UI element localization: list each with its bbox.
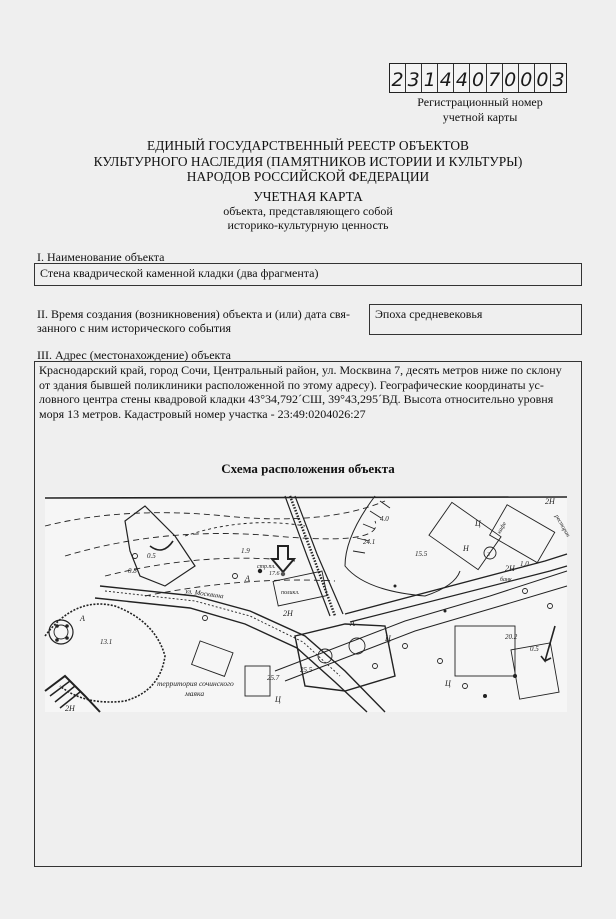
registration-number-box [389, 63, 567, 93]
section-name-value: Стена квадрической каменной кладки (два фрагмента) [40, 266, 319, 280]
reg-digit: 0 [503, 64, 519, 92]
map-label-lighthouse-2: маяка [185, 689, 205, 698]
roundabout [49, 620, 73, 644]
map-circles [133, 547, 553, 689]
map-label-height: 24.1 [363, 538, 376, 546]
registry-header-line2: КУЛЬТУРНОГО НАСЛЕДИЯ (ПАМЯТНИКОВ ИСТОРИИ И КУЛЬТУРЫ) [93, 153, 523, 169]
building [192, 641, 233, 676]
section-time-label-line2: занного с ним исторического события [37, 321, 232, 335]
map-label-height: 20.2 [505, 633, 518, 641]
map-label-building: Н [463, 544, 469, 553]
map-label-height: 13.1 [100, 638, 113, 646]
map-label-building: А [245, 574, 250, 583]
address-line2: от здания бывшей поликлиники расположенной по этому адресу). Географические координаты ус- [39, 377, 544, 392]
map-label-building: Ц [445, 679, 451, 688]
road-edge [285, 496, 330, 616]
road-edge [285, 586, 567, 681]
map-label-building: А [350, 619, 355, 628]
section-time-value: Эпоха средневековья [375, 307, 483, 321]
card-header [40, 190, 576, 232]
road-edge [345, 554, 567, 614]
map-label-height: 17.6 [269, 571, 280, 577]
road-edge [295, 496, 343, 614]
map-label-building: 2Н [65, 704, 75, 713]
road-hatching [290, 496, 335, 616]
map-label-height: 0.5 [147, 552, 156, 560]
contour-line [45, 501, 385, 526]
registration-caption-line2: учетной карты [442, 110, 518, 124]
reg-digit: 1 [422, 64, 438, 92]
map-drawing [45, 496, 571, 713]
reg-digit: 3 [552, 69, 565, 91]
card-title: УЧЕТНАЯ КАРТА [253, 189, 363, 204]
reg-digit: 0 [535, 64, 551, 92]
dome [349, 638, 365, 654]
map-label-building: Ц [275, 695, 281, 704]
address-line3: ловного центра стены квадровой кладки 43°34,792´СШ, 39°43,295´ВД. Высота относительно уровня [39, 392, 554, 406]
card-subtitle-line2: историко-культурную ценность [227, 218, 389, 232]
location-map [45, 496, 571, 713]
section-time-box [369, 304, 582, 335]
map-label-height: 4.0 [380, 515, 389, 523]
hill-contour [45, 604, 165, 702]
map-label-cafe: кафе [496, 521, 509, 535]
dome [318, 649, 332, 663]
map-label-building: 3 [487, 552, 490, 558]
section-time-label-line1: II. Время создания (возникновения) объекта и (или) дата свя- [37, 307, 350, 321]
map-label-lighthouse-1: территория сочинского [157, 679, 234, 688]
parcel-arc [150, 541, 173, 550]
map-label-building: 2Н [545, 497, 555, 506]
registration-caption [380, 95, 580, 125]
map-label-height: 25.5 [300, 666, 313, 674]
map-label-height: 0.5 [530, 645, 539, 653]
reg-digit: 7 [487, 64, 503, 92]
registration-caption-line1: Регистрационный номер [417, 95, 543, 109]
slope-edge [345, 496, 460, 596]
map-label-building: 2Н [505, 564, 515, 573]
map-label-building: 2Н [283, 609, 293, 618]
map-label-bank: банк [500, 577, 512, 583]
section-name-box [34, 263, 582, 286]
reg-digit: 4 [438, 64, 454, 92]
map-label-height: 1.9 [241, 547, 250, 555]
reg-digit: 4 [454, 64, 470, 92]
map-label-street: ул. Москвина [184, 587, 225, 601]
building [429, 502, 501, 569]
address-line4: моря 13 метров. Кадастровый номер участка - 23:49:0204026:27 [39, 406, 366, 421]
street-edge [100, 586, 385, 712]
map-label-height: 25.7 [267, 674, 280, 682]
map-label-building: Ц [475, 519, 481, 528]
map-top-edge [45, 497, 567, 498]
map-label-restaurant: ресторан [553, 514, 571, 539]
map-label-building: Ц [385, 634, 391, 643]
section-name-label: I. Наименование объекта [37, 250, 165, 264]
scheme-title: Схема расположения объекта [221, 461, 395, 476]
reg-digit: 2 [390, 64, 406, 92]
map-label-height: 1.0 [520, 560, 529, 568]
registry-header [40, 138, 576, 185]
contour-line [65, 521, 376, 556]
reg-digit: 3 [406, 64, 422, 92]
registry-header-line1: ЕДИНЫЙ ГОСУДАРСТВЕННЫЙ РЕЕСТР ОБЪЕКТОВ [147, 138, 469, 153]
map-label-height: 15.5 [415, 550, 428, 558]
map-label-construction: стр.пл. [257, 564, 276, 570]
section-address-label: III. Адрес (местонахождение) объекта [37, 348, 231, 362]
section-time-label [37, 307, 350, 335]
map-label-height: 0.8 [128, 567, 137, 575]
object-location-point [281, 572, 285, 576]
card-subtitle-line1: объекта, представляющего собой [223, 204, 393, 218]
map-label-building: А [80, 614, 85, 623]
address-line1: Краснодарский край, город Сочи, Центральный район, ул. Москвина 7, десять метров ниже по склону [39, 363, 562, 377]
map-label-polyclinic: поликл. [281, 590, 300, 596]
reg-digit: 0 [519, 64, 535, 92]
reg-digit: 0 [470, 64, 486, 92]
registry-header-line3: НАРОДОВ РОССИЙСКОЙ ФЕДЕРАЦИИ [186, 169, 430, 184]
